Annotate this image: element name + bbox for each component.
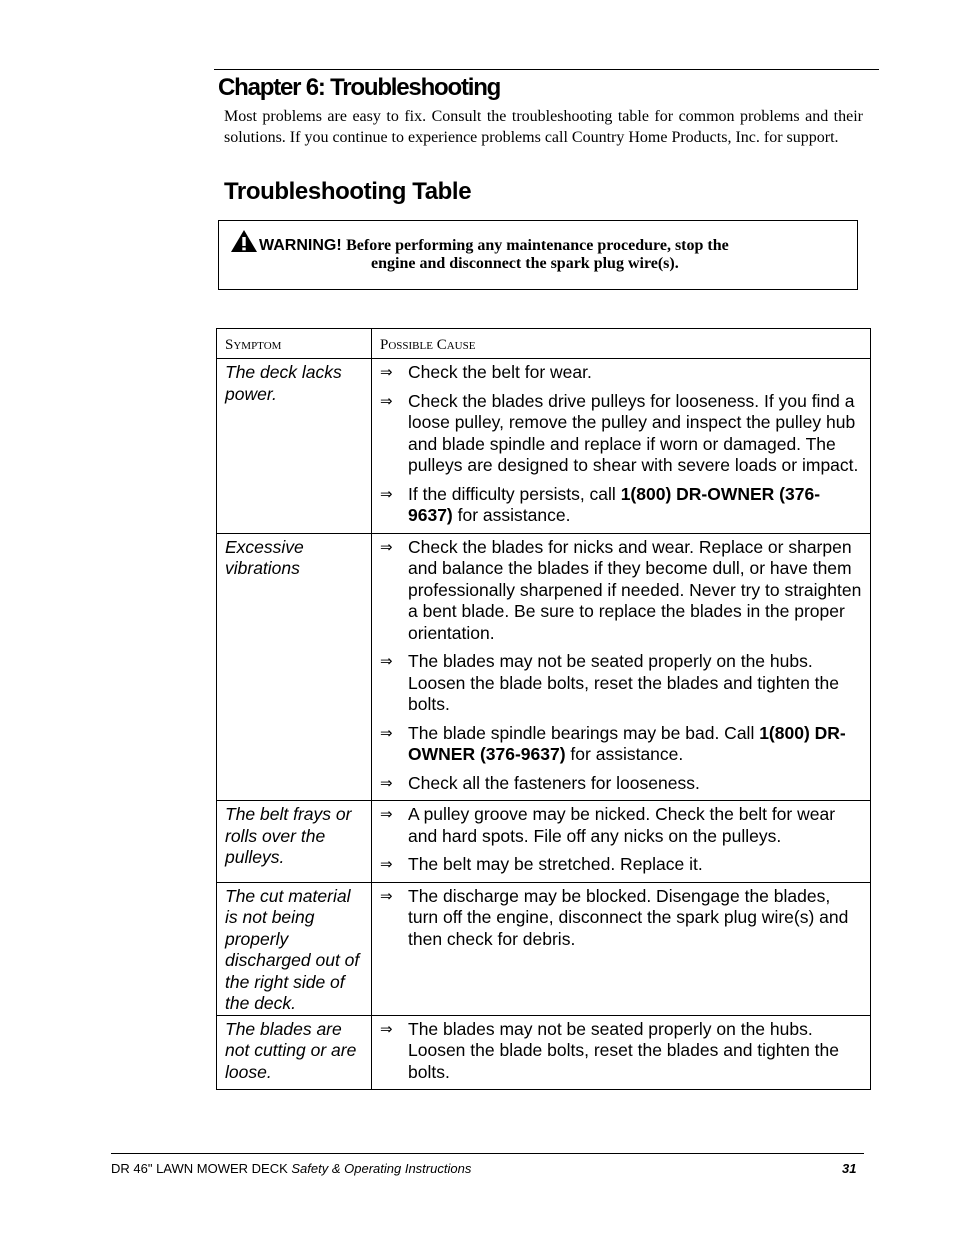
page-number: 31 bbox=[842, 1161, 857, 1176]
arrow-icon: ⇒ bbox=[380, 484, 393, 503]
footer-title bbox=[111, 1161, 471, 1176]
table-row bbox=[217, 533, 871, 801]
section-title: Troubleshooting Table bbox=[224, 178, 472, 205]
cause-item bbox=[380, 854, 864, 876]
intro-paragraph: Most problems are easy to fix. Consult the troubleshooting table for common problems and their solutions. If you continue to experience problems call Country Home Products, Inc. for support. bbox=[224, 108, 863, 146]
warning-text-line-2: engine and disconnect the spark plug wire(s). bbox=[371, 255, 679, 272]
causes-cell bbox=[372, 882, 871, 1015]
cause-text bbox=[408, 484, 864, 527]
cause-text bbox=[408, 886, 864, 951]
table-header-row bbox=[217, 329, 871, 359]
table-row bbox=[217, 359, 871, 534]
cause-item bbox=[380, 886, 864, 951]
arrow-icon: ⇒ bbox=[380, 391, 393, 410]
cause-text bbox=[408, 773, 864, 795]
cause-item bbox=[380, 484, 864, 527]
cause-text bbox=[408, 362, 864, 384]
footer-product: DR 46" LAWN MOWER DECK bbox=[111, 1161, 288, 1176]
phone-number: 1(800) DR-OWNER (376-9637) bbox=[408, 722, 846, 764]
cause-text bbox=[408, 537, 864, 645]
cause-text-pre: The belt may be stretched. Replace it. bbox=[408, 854, 703, 874]
footer-doc: Safety & Operating Instructions bbox=[291, 1161, 472, 1176]
cause-text-pre: The discharge may be blocked. Disengage the blades, turn off the engine, disconnect the spark plug wire(s) and then check for debris. bbox=[408, 885, 849, 949]
cause-item bbox=[380, 537, 864, 645]
cause-text-pre: The blade spindle bearings may be bad. Call bbox=[408, 722, 760, 743]
symptom-cell: Excessive vibrations bbox=[217, 533, 372, 801]
arrow-icon: ⇒ bbox=[380, 855, 393, 873]
cause-text bbox=[408, 1019, 864, 1084]
cause-item bbox=[380, 362, 864, 384]
causes-cell bbox=[372, 801, 871, 883]
arrow-icon: ⇒ bbox=[380, 886, 393, 905]
cause-text-pre: Check the blades for nicks and wear. Replace or sharpen and balance the blades if they become dull, or have them professionally sharpened if needed. Never try to straighten a bent blade. Be sure to replace the blades in the proper orientation. bbox=[408, 536, 862, 643]
symptom-cell: The blades are not cutting or are loose. bbox=[217, 1015, 372, 1090]
cause-text-pre: The blades may not be seated properly on the hubs. Loosen the blade bolts, reset the blades and tighten the bolts. bbox=[408, 1018, 840, 1082]
cause-text-pre: The blades may not be seated properly on the hubs. Loosen the blade bolts, reset the blades and tighten the bolts. bbox=[408, 651, 840, 714]
cause-text-pre: Check all the fasteners for looseness. bbox=[408, 772, 700, 793]
arrow-icon: ⇒ bbox=[380, 805, 393, 823]
cause-text bbox=[408, 723, 864, 766]
cause-text-pre: If the difficulty persists, call bbox=[408, 483, 621, 504]
header-possible-cause: Possible Cause bbox=[372, 329, 871, 359]
table-row bbox=[217, 882, 871, 1015]
arrow-icon: ⇒ bbox=[380, 773, 393, 792]
arrow-icon: ⇒ bbox=[380, 537, 393, 556]
cause-item bbox=[380, 804, 864, 847]
warning-triangle-icon bbox=[230, 229, 258, 258]
cause-text bbox=[408, 804, 864, 847]
symptom-cell: The deck lacks power. bbox=[217, 359, 372, 534]
cause-text bbox=[408, 651, 864, 716]
header-symptom: Symptom bbox=[217, 329, 372, 359]
symptom-cell: The belt frays or rolls over the pulleys. bbox=[217, 801, 372, 883]
footer-rule bbox=[111, 1153, 864, 1154]
warning-text-line-1: Before performing any maintenance procedure, stop the bbox=[346, 237, 729, 254]
cause-text bbox=[408, 391, 864, 477]
cause-item bbox=[380, 773, 864, 795]
cause-text-pre: Check the belt for wear. bbox=[408, 362, 592, 382]
arrow-icon: ⇒ bbox=[380, 723, 393, 742]
arrow-icon: ⇒ bbox=[380, 363, 393, 381]
arrow-icon: ⇒ bbox=[380, 652, 393, 670]
warning-line-1 bbox=[230, 229, 729, 258]
symptom-cell: The cut material is not being properly discharged out of the right side of the deck. bbox=[217, 882, 372, 1015]
cause-item bbox=[380, 651, 864, 716]
causes-cell bbox=[372, 1015, 871, 1090]
chapter-title: Chapter 6: Troubleshooting bbox=[218, 74, 501, 101]
cause-text-pre: Check the blades drive pulleys for looseness. If you find a loose pulley, remove the pulley and inspect the pulley hub and blade spindle and replace if worn or damaged. The pulleys are designed to shear with severe loads or impact. bbox=[408, 390, 859, 475]
cause-item bbox=[380, 391, 864, 477]
troubleshooting-table bbox=[216, 328, 871, 1090]
cause-text bbox=[408, 854, 864, 876]
cause-text-pre: A pulley groove may be nicked. Check the belt for wear and hard spots. File off any nicks on the pulleys. bbox=[408, 804, 836, 846]
warning-box bbox=[218, 220, 858, 290]
top-rule bbox=[214, 69, 879, 70]
cause-text-post: for assistance. bbox=[565, 744, 684, 764]
cause-item bbox=[380, 1019, 864, 1084]
causes-cell bbox=[372, 359, 871, 534]
table-row bbox=[217, 1015, 871, 1090]
phone-number: 1(800) DR-OWNER (376-9637) bbox=[408, 483, 821, 525]
cause-item bbox=[380, 723, 864, 766]
warning-label: WARNING! bbox=[259, 237, 342, 254]
cause-text-post: for assistance. bbox=[452, 505, 571, 525]
arrow-icon: ⇒ bbox=[380, 1019, 393, 1038]
causes-cell bbox=[372, 533, 871, 801]
table-row bbox=[217, 801, 871, 883]
